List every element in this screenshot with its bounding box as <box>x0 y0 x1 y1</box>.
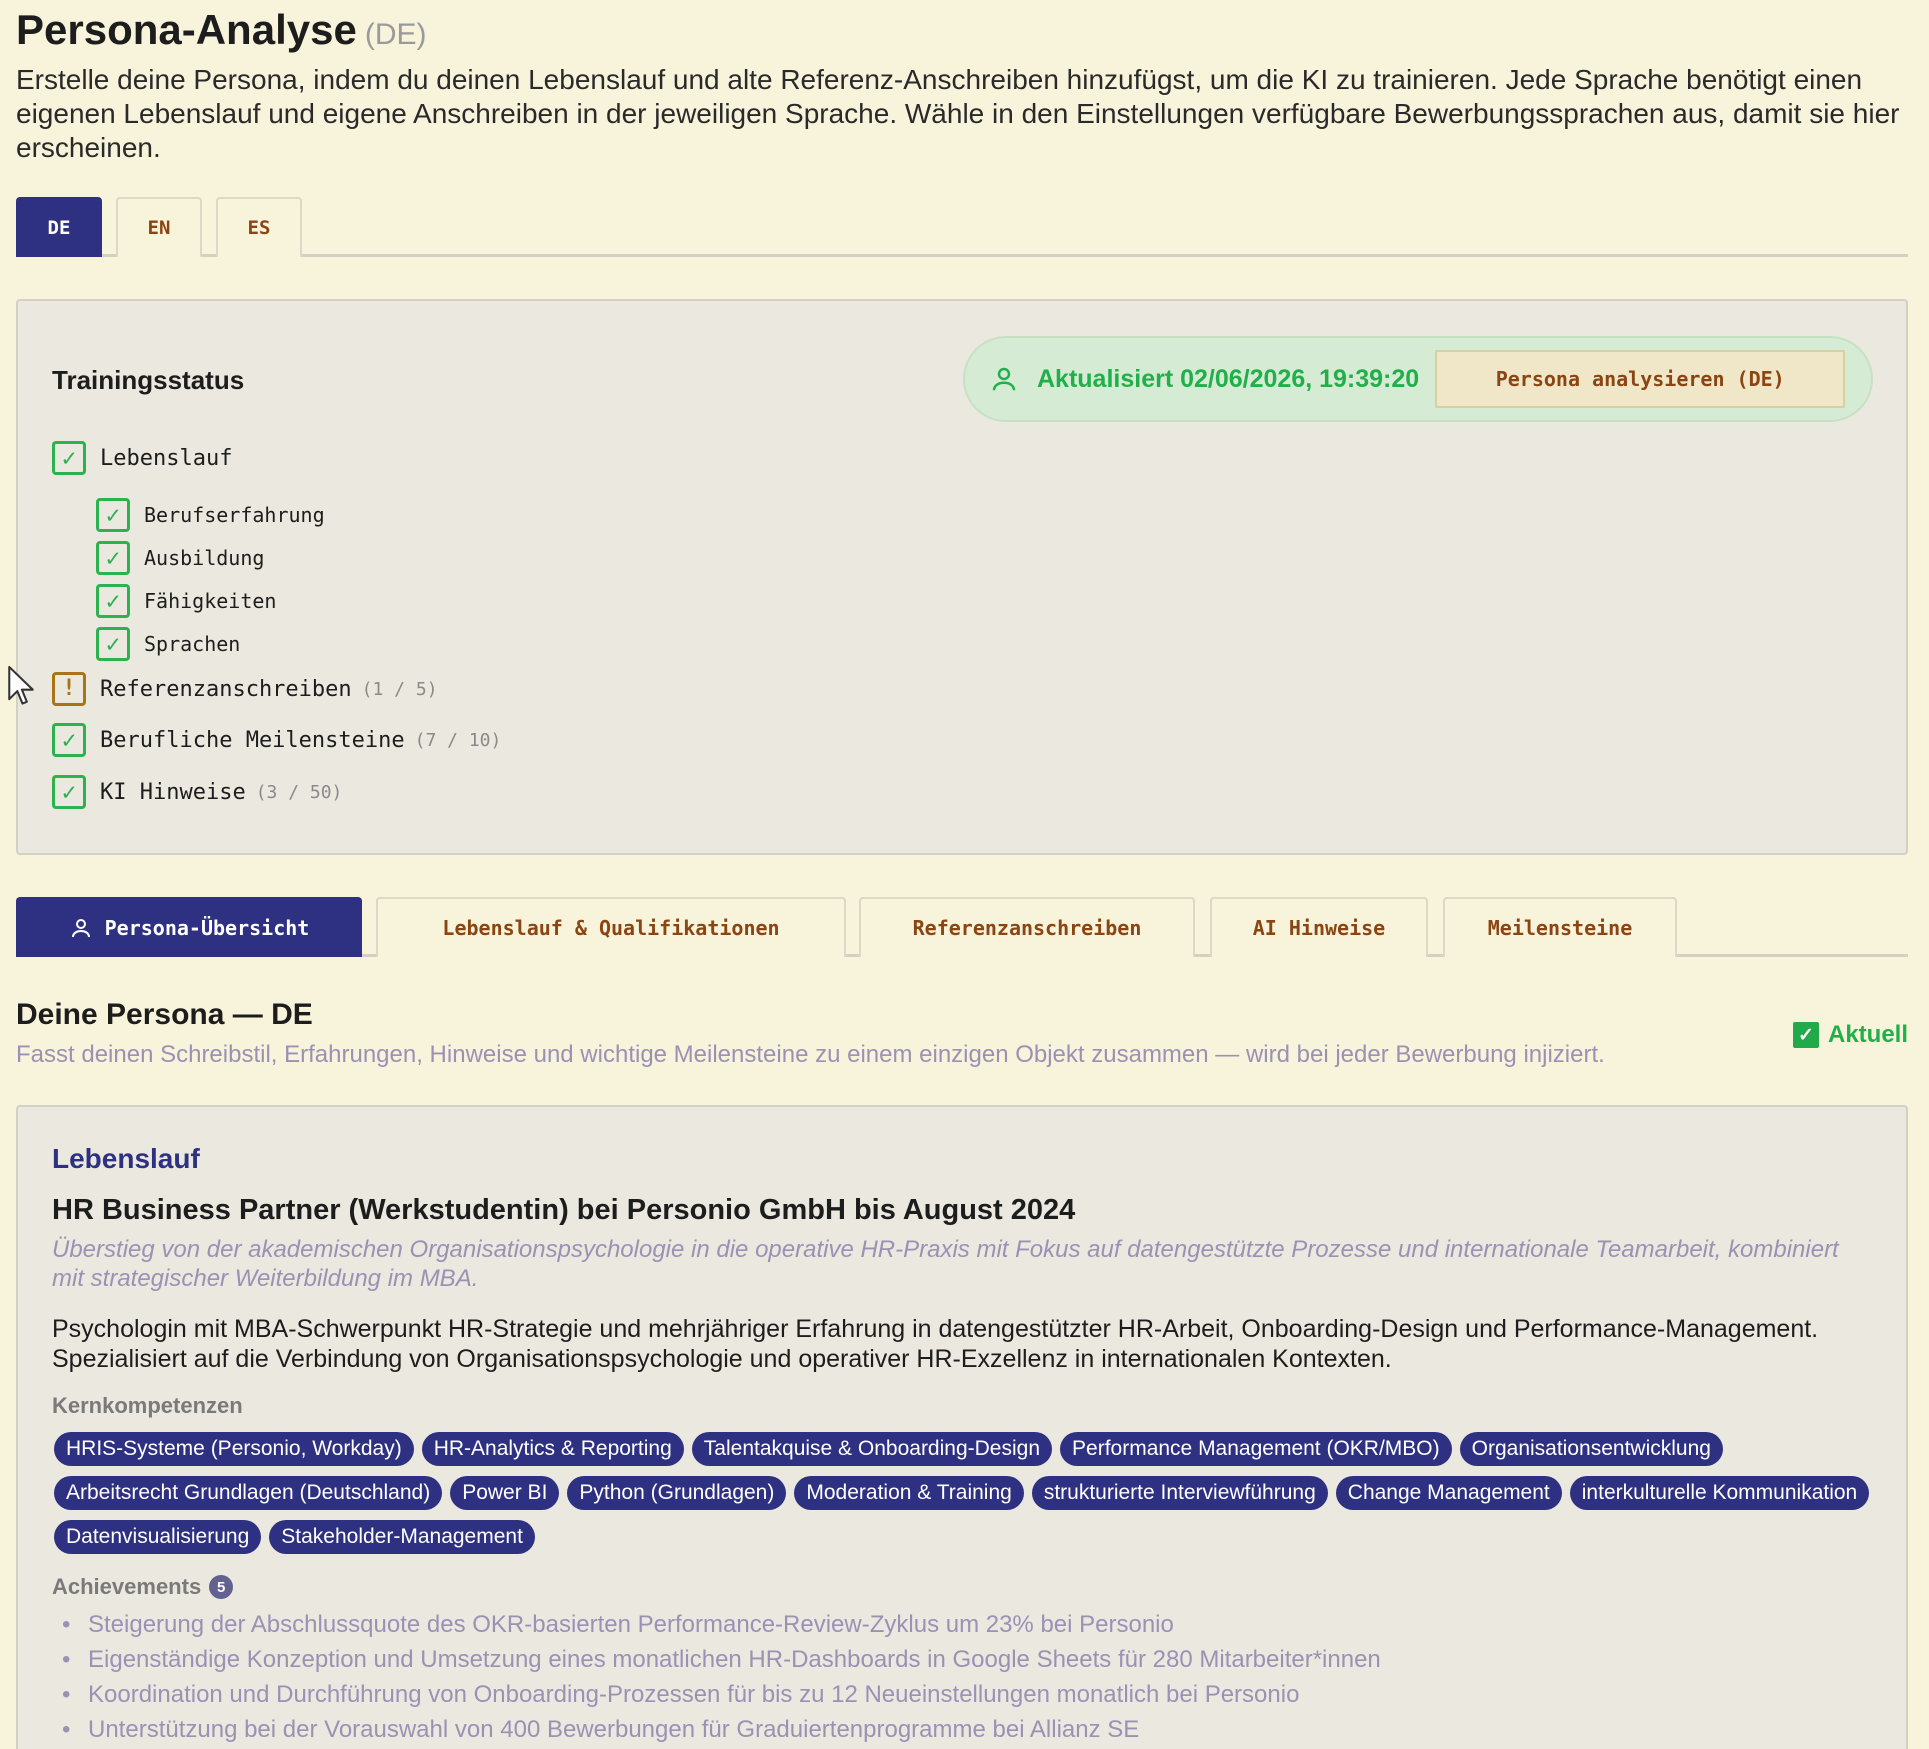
check-label: KI Hinweise <box>100 779 246 805</box>
checkbox-checked-icon: ✓ <box>52 441 86 475</box>
checkbox-checked-icon: ✓ <box>52 775 86 809</box>
tab-lebenslauf-qualifikationen[interactable]: Lebenslauf & Qualifikationen <box>376 897 846 957</box>
tab-ai-hinweise[interactable]: AI Hinweise <box>1210 897 1428 957</box>
achievement-text: Unterstützung bei der Vorauswahl von 400 Bewerbungen für Graduiertenprogramme bei Allianz SE <box>88 1716 1140 1743</box>
competency-chip: HRIS-Systeme (Personio, Workday) <box>54 1432 414 1466</box>
tab-language-en[interactable]: EN <box>116 197 202 257</box>
competency-chip: Moderation & Training <box>794 1476 1023 1510</box>
achievements-label <box>52 1574 233 1600</box>
check-item-sprachen <box>96 627 240 661</box>
check-count: (3 / 50) <box>255 781 343 803</box>
achievements-label-text: Achievements <box>52 1574 202 1599</box>
check-icon: ✓ <box>1793 1022 1819 1048</box>
page-description: Erstelle deine Persona, indem du deinen Lebenslauf und alte Referenz-Anschreiben hinzufügst, um die KI zu trainieren. Jede Sprache benötigt einen eigenen Lebenslauf und eigene Anschreiben in der jeweiligen Sprache. Wähle in den Einstellungen verfügbare Bewerbungssprachen aus, damit sie hier erscheinen. <box>16 64 1900 163</box>
user-icon <box>69 916 93 940</box>
checkbox-checked-icon: ✓ <box>96 627 130 661</box>
cv-heading: Lebenslauf <box>52 1143 200 1174</box>
checkbox-checked-icon: ✓ <box>96 541 130 575</box>
check-item-lebenslauf <box>52 441 232 475</box>
check-item-meilensteine <box>52 723 501 757</box>
check-label: Berufserfahrung <box>144 503 325 527</box>
competency-chip: Performance Management (OKR/MBO) <box>1060 1432 1452 1466</box>
checkbox-checked-icon: ✓ <box>96 498 130 532</box>
competency-chip: HR-Analytics & Reporting <box>422 1432 684 1466</box>
cv-summary: Psychologin mit MBA-Schwerpunkt HR-Strategie und mehrjähriger Erfahrung in datengestützter HR-Arbeit, Onboarding-Design und Performance-Management. Spezialisiert auf die Verbindung von Organisationspsychologie und operativer HR-Exzellenz in internationalen Kontexten. <box>52 1315 1819 1373</box>
cv-panel <box>16 1105 1908 1749</box>
checkbox-checked-icon: ✓ <box>96 584 130 618</box>
page-title <box>16 4 1911 61</box>
competency-chip: Change Management <box>1336 1476 1562 1510</box>
achievements-count-badge: 5 <box>209 1575 233 1599</box>
status-updated-text: Aktualisiert 02/06/2026, 19:39:20 <box>1037 364 1420 393</box>
tab-label: Persona-Übersicht <box>104 916 310 940</box>
check-count: (7 / 10) <box>414 729 502 751</box>
check-label: Sprachen <box>144 632 241 656</box>
competency-chips <box>54 1432 1884 1554</box>
warning-icon: ! <box>52 672 86 706</box>
achievements-list <box>62 1607 1381 1747</box>
competency-chip: Stakeholder-Management <box>269 1520 535 1554</box>
training-status-title: Trainingsstatus <box>52 365 245 395</box>
page-title-language: (DE) <box>364 18 427 51</box>
check-label: Berufliche Meilensteine <box>100 727 405 753</box>
tab-language-es[interactable]: ES <box>216 197 302 257</box>
check-item-ki-hinweise <box>52 775 342 809</box>
check-label: Ausbildung <box>144 546 265 570</box>
cv-role: HR Business Partner (Werkstudentin) bei Personio GmbH bis August 2024 <box>52 1194 1076 1226</box>
bullet-icon: • <box>62 1646 71 1673</box>
bullet-icon: • <box>62 1681 71 1708</box>
competency-chip: Arbeitsrecht Grundlagen (Deutschland) <box>54 1476 442 1510</box>
tab-referenzanschreiben[interactable]: Referenzanschreiben <box>859 897 1195 957</box>
check-label: Referenzanschreiben <box>100 676 352 702</box>
page-header <box>16 4 1911 165</box>
check-item-berufserfahrung <box>96 498 325 532</box>
competency-chip: Datenvisualisierung <box>54 1520 261 1554</box>
check-item-referenzanschreiben <box>52 672 438 706</box>
tab-persona-overview[interactable] <box>16 897 362 957</box>
persona-title: Deine Persona — DE <box>16 998 313 1031</box>
competencies-label: Kernkompetenzen <box>52 1393 243 1418</box>
check-item-faehigkeiten <box>96 584 276 618</box>
mouse-cursor-icon <box>6 664 36 708</box>
achievement-item <box>62 1607 1381 1642</box>
check-label: Fähigkeiten <box>144 589 277 613</box>
training-status-panel <box>16 299 1908 855</box>
tab-meilensteine[interactable]: Meilensteine <box>1443 897 1677 957</box>
check-count: (1 / 5) <box>361 678 438 700</box>
achievement-item <box>62 1677 1381 1712</box>
competency-chip: interkulturelle Kommunikation <box>1570 1476 1869 1510</box>
current-status-badge <box>1793 1021 1908 1049</box>
achievement-text: Eigenständige Konzeption und Umsetzung eines monatlichen HR-Dashboards in Google Sheets für 280 Mitarbeiter*innen <box>88 1646 1381 1673</box>
checkbox-checked-icon: ✓ <box>52 723 86 757</box>
competency-chip: Power BI <box>450 1476 559 1510</box>
achievement-item <box>62 1712 1381 1747</box>
achievement-text: Steigerung der Abschlussquote des OKR-basierten Performance-Review-Zyklus um 23% bei Personio <box>88 1611 1174 1638</box>
check-item-ausbildung <box>96 541 264 575</box>
competency-chip: Organisationsentwicklung <box>1460 1432 1723 1466</box>
section-tabs <box>16 897 1908 957</box>
bullet-icon: • <box>62 1611 71 1638</box>
current-status-label: Aktuell <box>1827 1021 1908 1048</box>
page-title-text: Persona-Analyse <box>16 6 357 53</box>
achievement-text: Koordination und Durchführung von Onboarding-Prozessen für bis zu 12 Neueinstellungen monatlich bei Personio <box>88 1681 1300 1708</box>
check-label: Lebenslauf <box>100 445 233 471</box>
status-pill <box>963 336 1873 422</box>
user-icon <box>989 364 1019 394</box>
tab-language-de[interactable]: DE <box>16 197 102 257</box>
competency-chip: Python (Grundlagen) <box>567 1476 786 1510</box>
bullet-icon: • <box>62 1716 71 1743</box>
achievement-item <box>62 1642 1381 1677</box>
analyze-persona-button[interactable]: Persona analysieren (DE) <box>1435 350 1845 408</box>
competency-chip: strukturierte Interviewführung <box>1032 1476 1328 1510</box>
language-tabs <box>16 197 1908 257</box>
persona-subtitle: Fasst deinen Schreibstil, Erfahrungen, Hinweise und wichtige Meilensteine zu einem einzigen Objekt zusammen — wird bei jeder Bewerbung injiziert. <box>16 1041 1605 1068</box>
competency-chip: Talentakquise & Onboarding-Design <box>692 1432 1052 1466</box>
cv-italic-summary: Überstieg von der akademischen Organisationspsychologie in die operative HR-Praxis mit Fokus auf datengestützte Prozesse und internationale Teamarbeit, kombiniert mit strategischer Weiterbildung im MBA. <box>52 1236 1839 1292</box>
